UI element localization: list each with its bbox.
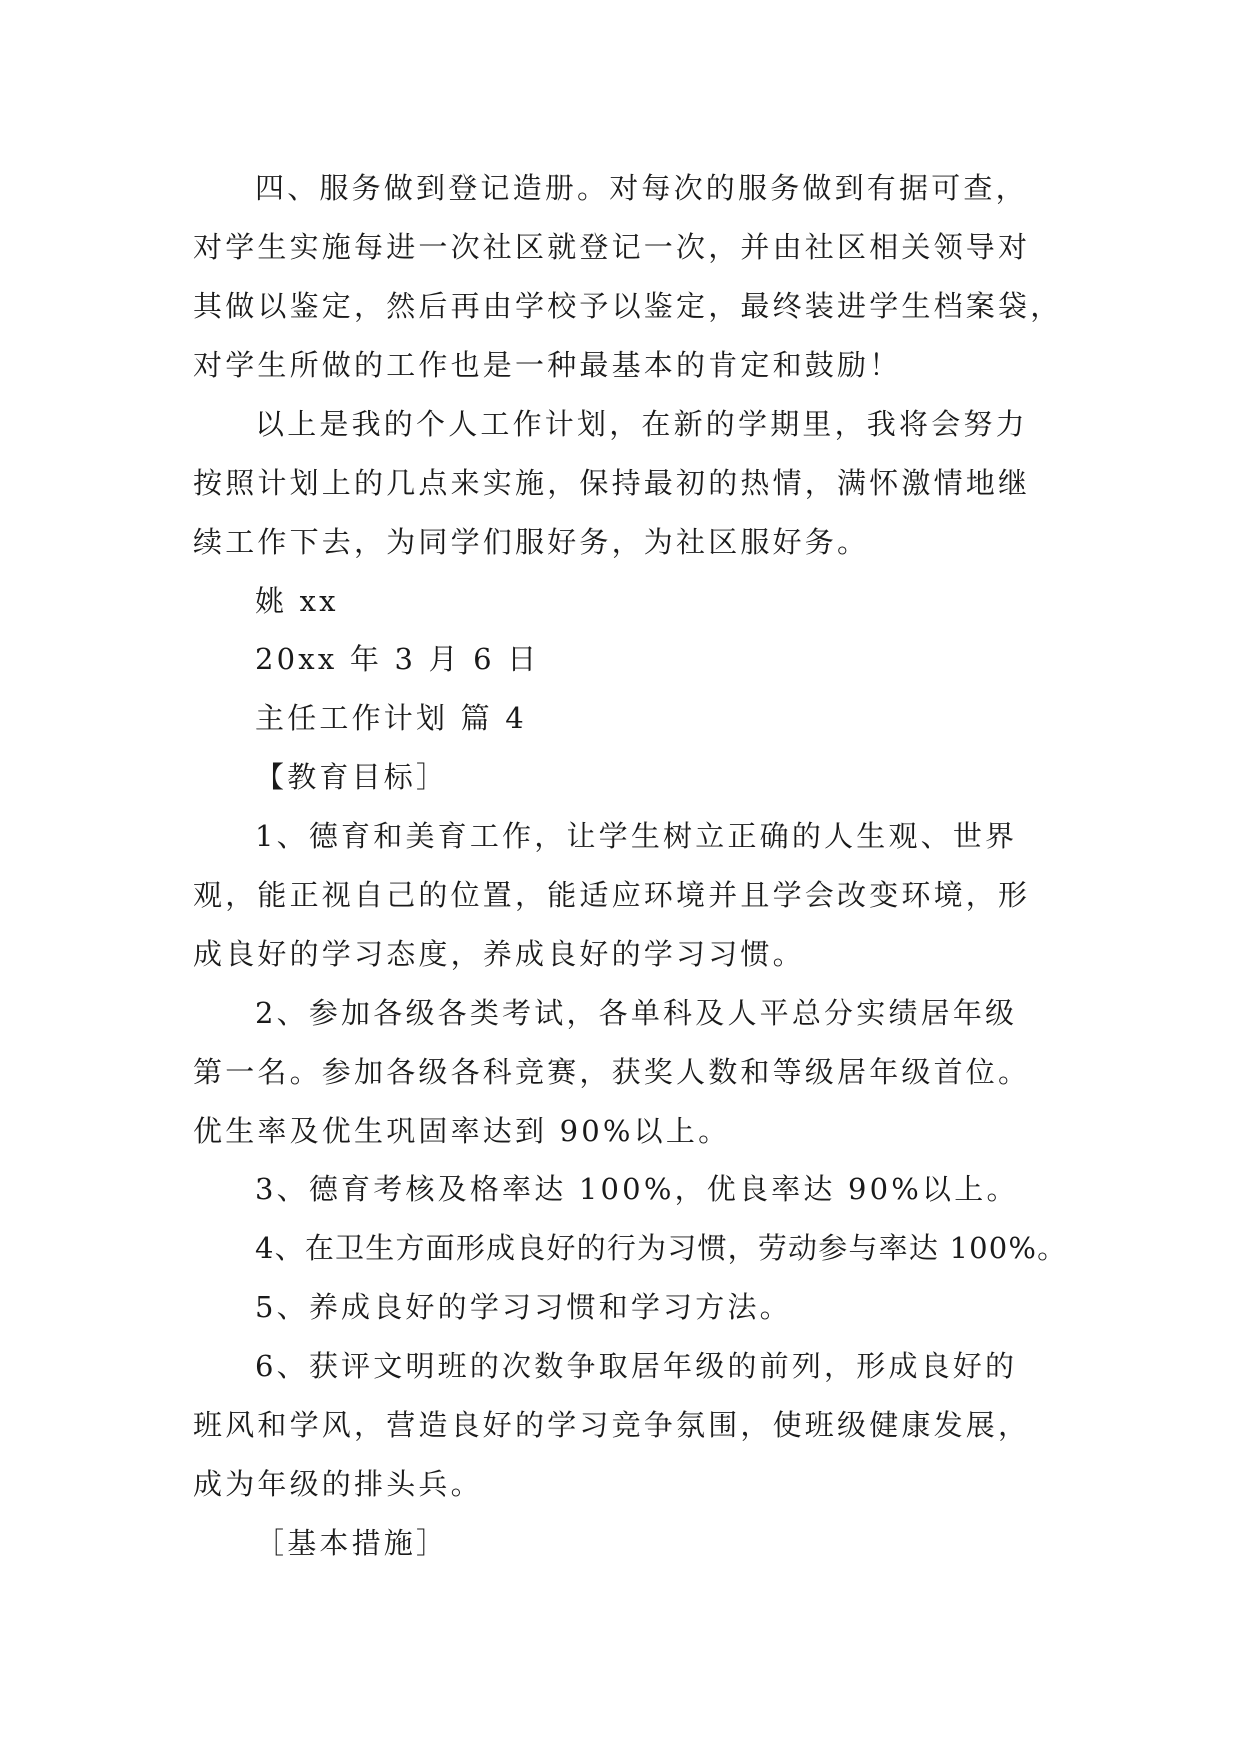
paragraph-line: 对学生所做的工作也是一种最基本的肯定和鼓励！ bbox=[193, 348, 902, 382]
paragraph-line: 6、获评文明班的次数争取居年级的前列，形成良好的 bbox=[255, 1349, 1018, 1383]
signature-date: 20xx 年 3 月 6 日 bbox=[255, 642, 540, 676]
section-heading: 主任工作计划 篇 4 bbox=[255, 701, 527, 735]
paragraph-line: 3、德育考核及格率达 100%，优良率达 90%以上。 bbox=[255, 1172, 1019, 1206]
paragraph-line: 续工作下去，为同学们服好务，为社区服好务。 bbox=[193, 525, 870, 559]
signature-name: 姚 xx bbox=[255, 584, 339, 618]
paragraph-line: 按照计划上的几点来实施，保持最初的热情，满怀激情地继 bbox=[193, 466, 1031, 500]
subsection-heading: 【教育目标］ bbox=[255, 760, 449, 794]
paragraph-line: 优生率及优生巩固率达到 90%以上。 bbox=[193, 1114, 731, 1148]
paragraph-line: 班风和学风，营造良好的学习竞争氛围，使班级健康发展， bbox=[193, 1408, 1031, 1442]
paragraph-line: 5、养成良好的学习习惯和学习方法。 bbox=[255, 1290, 792, 1324]
paragraph-line: 观，能正视自己的位置，能适应环境并且学会改变环境，形 bbox=[193, 878, 1031, 912]
paragraph-line: 四、服务做到登记造册。对每次的服务做到有据可查， bbox=[255, 171, 1028, 205]
paragraph-line: 4、在卫生方面形成良好的行为习惯，劳动参与率达 100%。 bbox=[255, 1231, 1068, 1265]
paragraph-line: 2、参加各级各类考试，各单科及人平总分实绩居年级 bbox=[255, 996, 1018, 1030]
paragraph-line: 以上是我的个人工作计划，在新的学期里，我将会努力 bbox=[255, 407, 1028, 441]
paragraph-line: 1、德育和美育工作，让学生树立正确的人生观、世界 bbox=[255, 819, 1018, 853]
paragraph-line: 其做以鉴定，然后再由学校予以鉴定，最终装进学生档案袋， bbox=[193, 289, 1063, 323]
paragraph-line: 成为年级的排头兵。 bbox=[193, 1467, 483, 1501]
paragraph-line: 对学生实施每进一次社区就登记一次，并由社区相关领导对 bbox=[193, 230, 1031, 264]
subsection-heading: ［基本措施］ bbox=[255, 1526, 449, 1560]
paragraph-line: 成良好的学习态度，养成良好的学习习惯。 bbox=[193, 937, 805, 971]
paragraph-line: 第一名。参加各级各科竞赛，获奖人数和等级居年级首位。 bbox=[193, 1055, 1031, 1089]
